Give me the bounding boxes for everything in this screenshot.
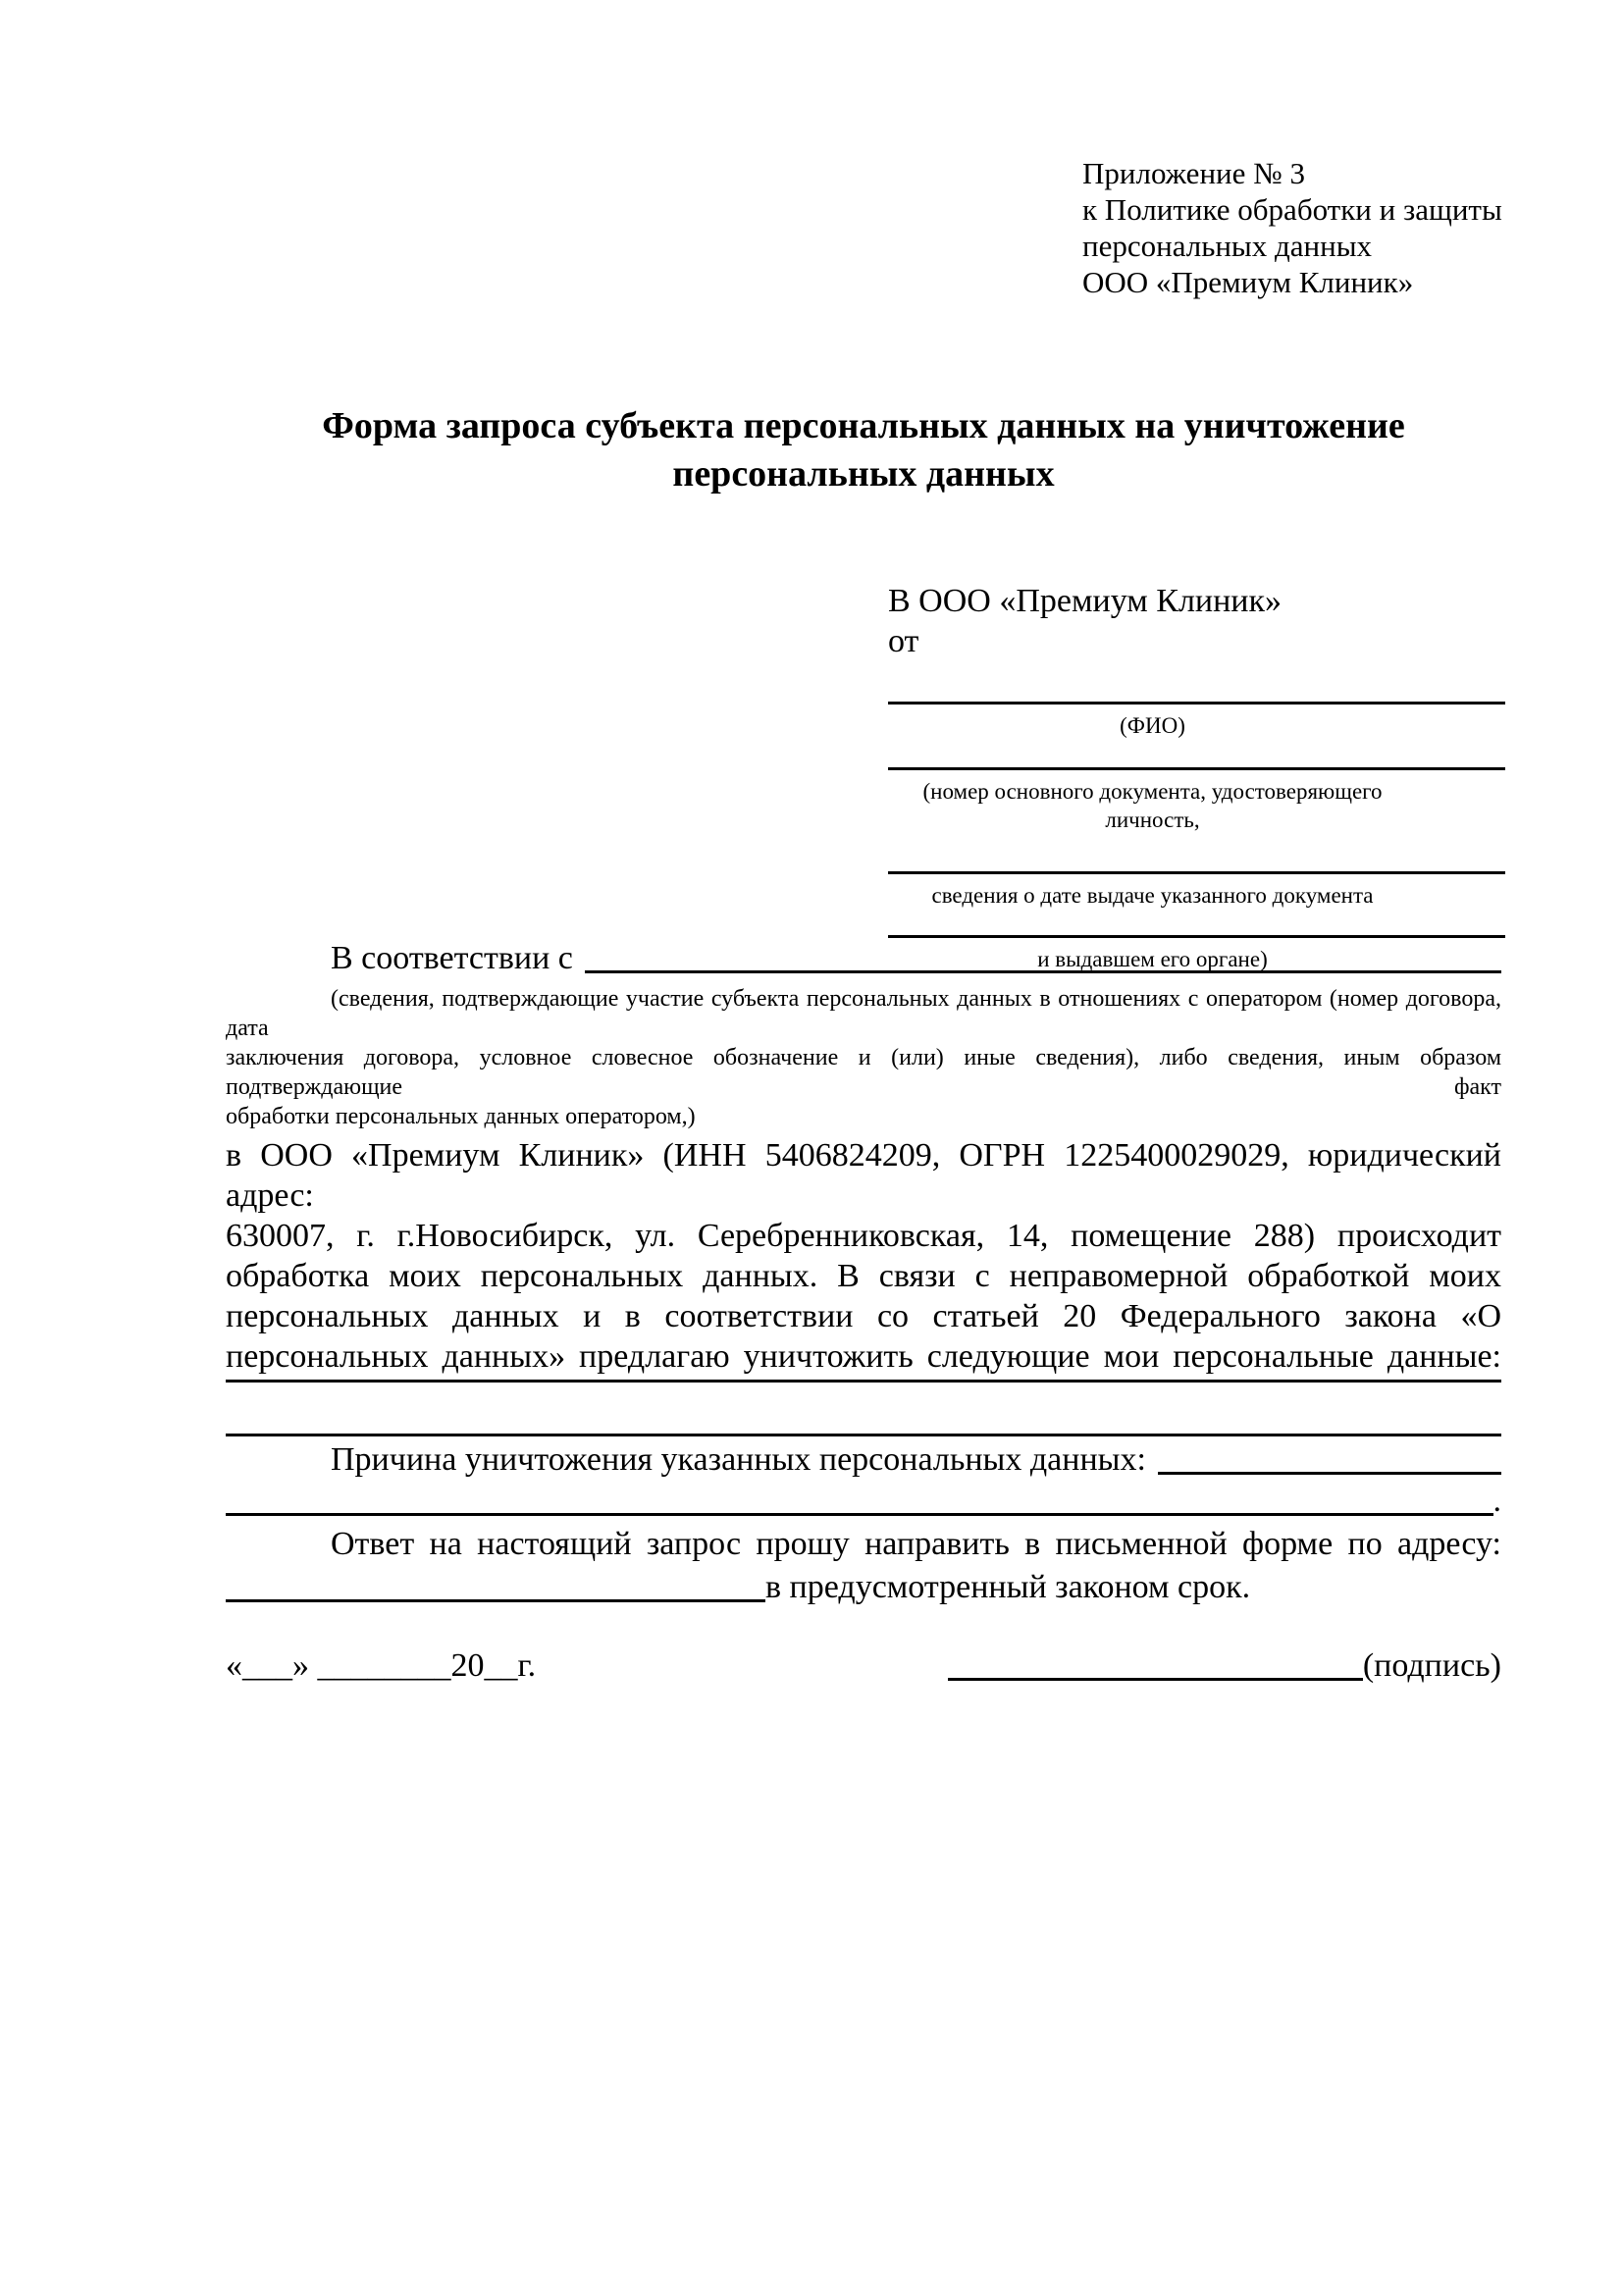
issuing-authority-label: и выдавшем его органе) xyxy=(1037,947,1268,971)
fio-label: (ФИО) xyxy=(1120,713,1185,738)
clarification-note xyxy=(226,984,1501,1131)
title-line: персональных данных xyxy=(672,453,1055,495)
addressee-from-label: от xyxy=(888,623,919,659)
paragraph-line: персональных данных и в соответствии со статьей 20 Федерального закона «О xyxy=(226,1298,1501,1334)
address-blank-line xyxy=(226,1566,765,1602)
paragraph-line: в ООО «Премиум Клиник» (ИНН 5406824209, ОГРН 1225400029029, юридический адрес: xyxy=(226,1137,1501,1214)
reason-period: . xyxy=(1492,1483,1501,1519)
note-line: заключения договора, условное словесное обозначение и (или) иные сведения), либо сведения, иным образом подтверждающие факт xyxy=(226,1045,1501,1100)
paragraph-line: обработка моих персональных данных. В связи с неправомерной обработкой моих xyxy=(226,1258,1501,1294)
reason-row xyxy=(226,1438,1501,1482)
fio-blank-line xyxy=(888,702,1505,704)
appendix-header-line: ООО «Премиум Клиник» xyxy=(1082,265,1414,299)
issue-date-blank-line xyxy=(888,871,1505,874)
reason-blank-line-2 xyxy=(226,1482,1493,1516)
appendix-header-line: к Политике обработки и защиты xyxy=(1082,192,1502,227)
reason-label: Причина уничтожения указанных персональных данных: xyxy=(331,1441,1146,1478)
reason-blank-line xyxy=(1158,1438,1501,1475)
signature-label: (подпись) xyxy=(1362,1647,1501,1684)
appendix-header-line: персональных данных xyxy=(1082,229,1373,263)
appendix-header xyxy=(1082,155,1502,300)
reason-continuation-row xyxy=(226,1482,1501,1523)
signature-blank-line xyxy=(948,1644,1363,1681)
paragraph-line: персональных данных» предлагаю уничтожить следующие мои персональные данные: xyxy=(226,1338,1501,1375)
document-number-blank-line xyxy=(888,767,1505,770)
paragraph-line: 630007, г. г.Новосибирск, ул. Серебренниковская, 14, помещение 288) происходит xyxy=(226,1218,1501,1254)
accordance-blank-line xyxy=(585,937,1501,973)
date-line: «___» ________20__г. xyxy=(226,1647,537,1684)
accordance-text: В соответствии с xyxy=(331,940,573,976)
addressee-organization: В ООО «Премиум Клиник» xyxy=(888,583,1283,619)
title-line: Форма запроса субъекта персональных данных на уничтожение xyxy=(322,405,1405,446)
addressee-block xyxy=(888,581,1505,973)
appendix-header-line: Приложение № 3 xyxy=(1082,156,1305,190)
personal-data-blank-line-2 xyxy=(226,1383,1501,1436)
main-paragraph xyxy=(226,1135,1501,1377)
date-signature-row xyxy=(226,1644,1501,1688)
document-title xyxy=(226,402,1501,498)
signature-group xyxy=(948,1644,1501,1688)
note-line: обработки персональных данных оператором,) xyxy=(226,1104,696,1129)
document-number-label: (номер основного документа, удостоверяющего личность, xyxy=(922,779,1383,832)
response-term-row xyxy=(226,1566,1501,1609)
response-address-line: Ответ на настоящий запрос прошу направить в письменной форме по адресу: xyxy=(331,1526,1501,1562)
note-line: (сведения, подтверждающие участие субъекта персональных данных в отношениях с оператором (номер договора, дата xyxy=(226,986,1501,1041)
response-term-text: в предусмотренный законом срок. xyxy=(765,1569,1251,1605)
issue-date-label: сведения о дате выдаче указанного документа xyxy=(931,883,1374,908)
document-body xyxy=(226,937,1501,1688)
accordance-row xyxy=(226,937,1501,980)
